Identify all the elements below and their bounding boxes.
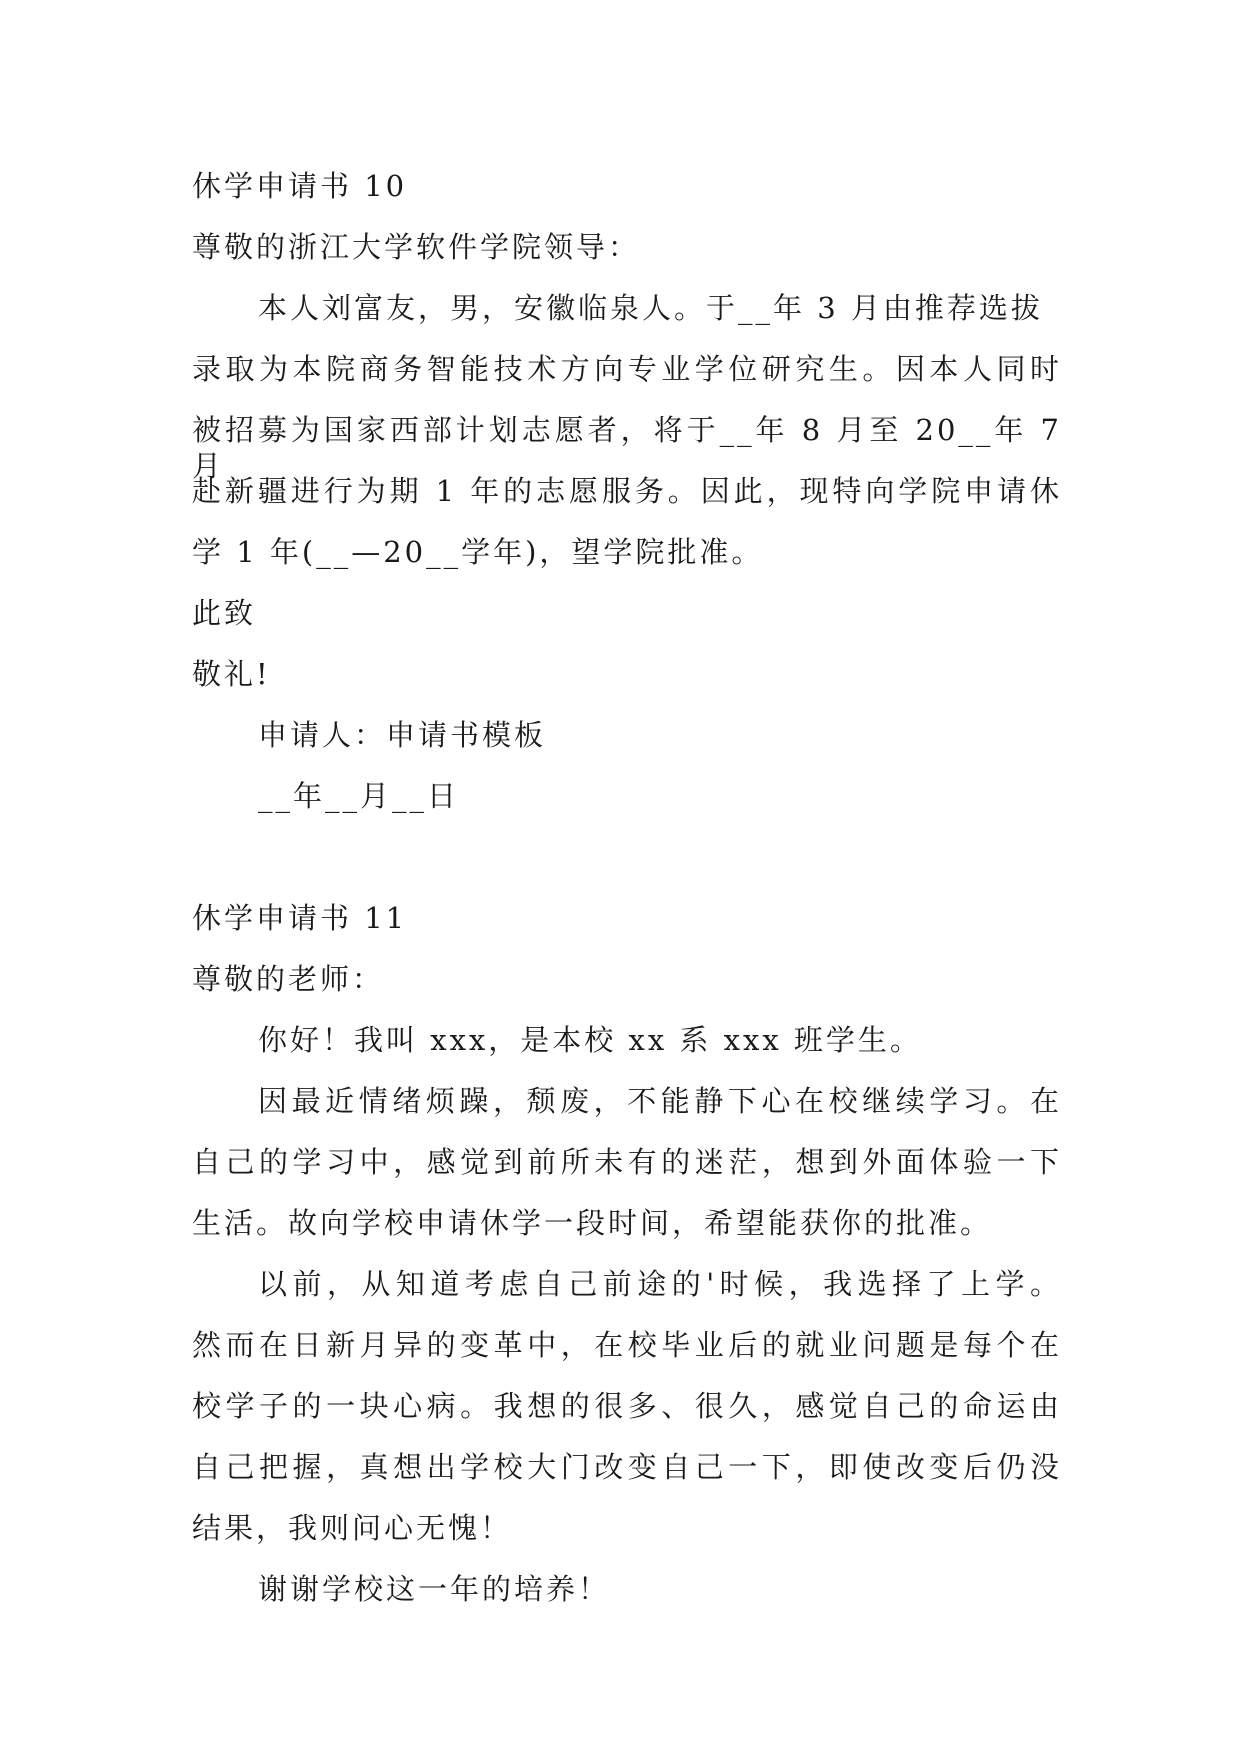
letter11-para2-line: 以前，从知道考虑自己前途的'时候，我选择了上学。: [258, 1267, 1062, 1301]
letter11-para1-line: 生活。故向学校申请休学一段时间，希望能获你的批准。: [192, 1206, 993, 1240]
letter11-para2-line: 结果，我则问心无愧！: [192, 1511, 513, 1545]
letter10-closing-1: 此致: [192, 596, 257, 630]
letter10-body-line: 录取为本院商务智能技术方向专业学位研究生。因本人同时: [192, 352, 1062, 386]
letter10-body-line: 赴新疆进行为期 1 年的志愿服务。因此，现特向学院申请休: [192, 474, 1062, 508]
letter10-salutation: 尊敬的浙江大学软件学院领导：: [192, 230, 641, 264]
letter11-para2-line: 自己把握，真想出学校大门改变自己一下，即使改变后仍没: [192, 1450, 1062, 1484]
letter10-title: 休学申请书 10: [192, 169, 408, 203]
letter11-para1-line: 因最近情绪烦躁，颓废，不能静下心在校继续学习。在: [258, 1084, 1062, 1118]
letter10-signature: 申请人：申请书模板: [258, 718, 547, 752]
letter10-body-line: 被招募为国家西部计划志愿者，将于__年 8 月至 20__年 7 月: [192, 413, 1062, 483]
letter10-closing-2: 敬礼!: [192, 657, 271, 691]
letter11-thanks: 谢谢学校这一年的培养！: [258, 1572, 611, 1606]
letter11-title: 休学申请书 11: [192, 901, 408, 935]
letter11-greeting: 你好！我叫 xxx，是本校 xx 系 xxx 班学生。: [258, 1023, 922, 1057]
letter10-body-line: 本人刘富友，男，安徽临泉人。于__年 3 月由推荐选拔: [258, 291, 1043, 325]
letter11-salutation: 尊敬的老师：: [192, 962, 385, 996]
letter11-para2-line: 校学子的一块心病。我想的很多、很久，感觉自己的命运由: [192, 1389, 1062, 1423]
letter11-para1-line: 自己的学习中，感觉到前所未有的迷茫，想到外面体验一下: [192, 1145, 1062, 1179]
letter10-date: __年__月__日: [258, 779, 460, 813]
letter11-para2-line: 然而在日新月异的变革中，在校毕业后的就业问题是每个在: [192, 1328, 1062, 1362]
letter10-body-line: 学 1 年(__—20__学年)，望学院批准。: [192, 535, 764, 569]
